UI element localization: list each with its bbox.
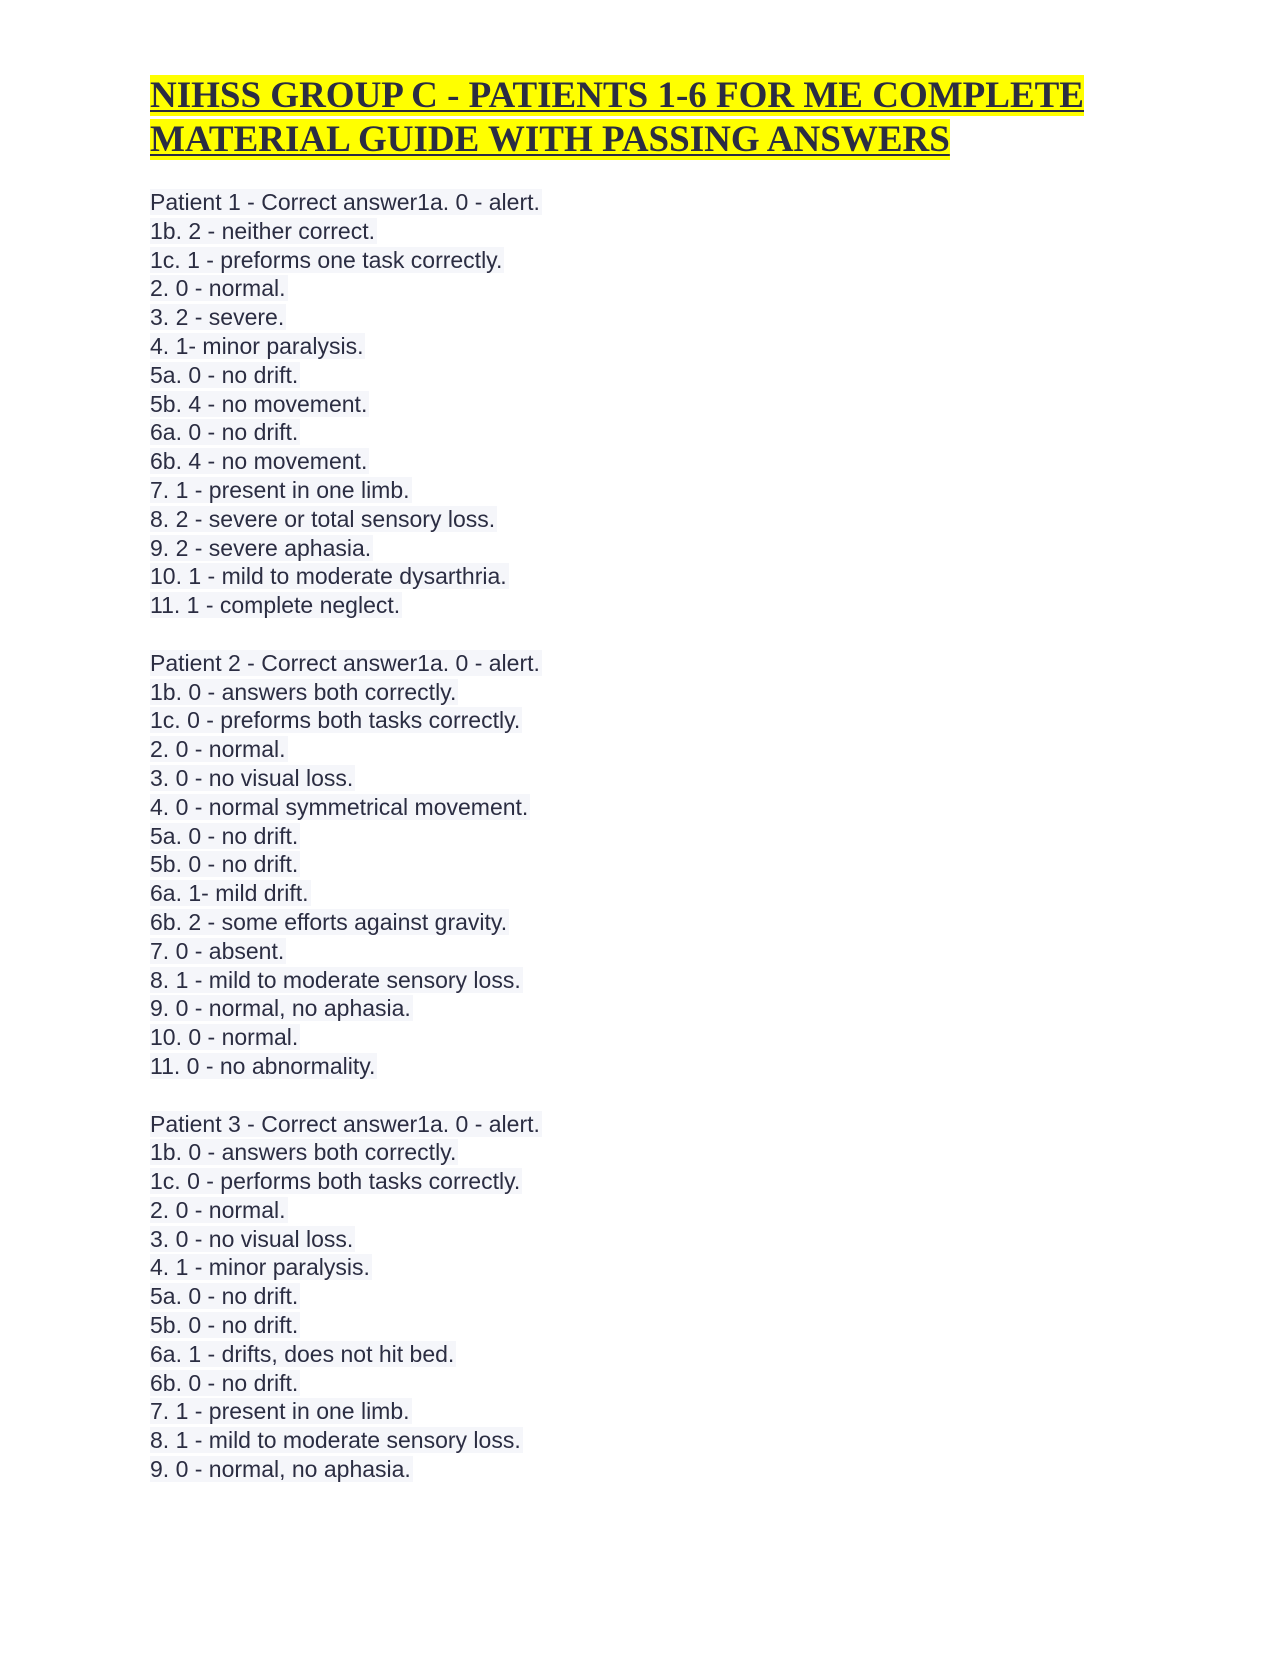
answer-text: 8. 1 - mild to moderate sensory loss. [150, 1427, 521, 1454]
answer-text: 3. 2 - severe. [150, 304, 285, 331]
answer-text: 1c. 0 - preforms both tasks correctly. [150, 707, 521, 734]
answer-line [150, 217, 1150, 246]
answer-line [150, 1426, 1150, 1455]
answer-text: 1b. 0 - answers both correctly. [150, 1139, 457, 1166]
answer-line [150, 678, 1150, 707]
answer-text: 4. 1 - minor paralysis. [150, 1254, 370, 1281]
answer-line [150, 994, 1150, 1023]
answer-text: 6b. 2 - some efforts against gravity. [150, 908, 508, 935]
answer-line [150, 505, 1150, 534]
answer-text: 2. 0 - normal. [150, 275, 286, 302]
answer-line [150, 793, 1150, 822]
answer-text: 7. 1 - present in one limb. [150, 1398, 410, 1425]
answer-text: 6b. 4 - no movement. [150, 448, 368, 475]
answer-line [150, 591, 1150, 620]
answer-text: 5a. 0 - no drift. [150, 822, 299, 849]
answer-line [150, 303, 1150, 332]
answer-line [150, 1253, 1150, 1282]
answer-line [150, 879, 1150, 908]
answer-line [150, 447, 1150, 476]
answer-text: Patient 1 - Correct answer1a. 0 - alert. [150, 189, 540, 215]
answer-text: 10. 0 - normal. [150, 1024, 299, 1051]
answer-text: 3. 0 - no visual loss. [150, 764, 354, 791]
patient-section-1 [150, 188, 1150, 620]
answer-text: 11. 0 - no abnormality. [150, 1052, 376, 1079]
answer-text: 5b. 4 - no movement. [150, 390, 368, 417]
answer-line [150, 966, 1150, 995]
answer-line [150, 476, 1150, 505]
answer-line [150, 562, 1150, 591]
answer-line [150, 649, 1150, 678]
answer-text: 5a. 0 - no drift. [150, 361, 299, 388]
answer-line [150, 1369, 1150, 1398]
answer-text: 4. 1- minor paralysis. [150, 332, 364, 359]
answer-text: 1b. 2 - neither correct. [150, 217, 375, 244]
answer-line [150, 850, 1150, 879]
answer-sections [150, 188, 1150, 1484]
answer-line [150, 1397, 1150, 1426]
answer-text: 6a. 1 - drifts, does not hit bed. [150, 1340, 455, 1367]
answer-text: 10. 1 - mild to moderate dysarthria. [150, 563, 507, 590]
answer-text: Patient 2 - Correct answer1a. 0 - alert. [150, 649, 540, 676]
answer-line [150, 1282, 1150, 1311]
answer-text: 5a. 0 - no drift. [150, 1283, 299, 1310]
answer-line [150, 361, 1150, 390]
document-title [150, 74, 1150, 162]
answer-line [150, 418, 1150, 447]
answer-text: 1b. 0 - answers both correctly. [150, 678, 457, 705]
answer-line [150, 822, 1150, 851]
document-content [150, 74, 1150, 1513]
answer-text: 5b. 0 - no drift. [150, 851, 299, 878]
answer-text: 11. 1 - complete neglect. [150, 592, 401, 619]
answer-line [150, 188, 1150, 217]
answer-line [150, 937, 1150, 966]
answer-text: 6a. 0 - no drift. [150, 419, 299, 446]
answer-text: 5b. 0 - no drift. [150, 1312, 299, 1339]
answer-line [150, 534, 1150, 563]
answer-line [150, 1052, 1150, 1081]
answer-line [150, 735, 1150, 764]
answer-text: 7. 1 - present in one limb. [150, 476, 410, 503]
answer-line [150, 1340, 1150, 1369]
answer-line [150, 246, 1150, 275]
answer-line [150, 390, 1150, 419]
answer-text: 9. 0 - normal, no aphasia. [150, 995, 411, 1022]
patient-section-3 [150, 1110, 1150, 1484]
answer-text: 8. 1 - mild to moderate sensory loss. [150, 966, 521, 993]
answer-line [150, 1167, 1150, 1196]
answer-text: 1c. 1 - preforms one task correctly. [150, 246, 503, 273]
answer-line [150, 1196, 1150, 1225]
answer-text: 4. 0 - normal symmetrical movement. [150, 793, 529, 820]
answer-line [150, 1311, 1150, 1340]
answer-text: 9. 0 - normal, no aphasia. [150, 1456, 411, 1483]
answer-text: Patient 3 - Correct answer1a. 0 - alert. [150, 1110, 540, 1137]
answer-line [150, 1023, 1150, 1052]
answer-text: 7. 0 - absent. [150, 937, 285, 964]
answer-text: 9. 2 - severe aphasia. [150, 534, 372, 561]
patient-section-2 [150, 649, 1150, 1081]
answer-line [150, 908, 1150, 937]
answer-text: 1c. 0 - performs both tasks correctly. [150, 1168, 521, 1195]
answer-text: 6b. 0 - no drift. [150, 1369, 299, 1396]
answer-line [150, 764, 1150, 793]
answer-text: 3. 0 - no visual loss. [150, 1225, 354, 1252]
answer-text: 2. 0 - normal. [150, 736, 286, 763]
answer-text: 8. 2 - severe or total sensory loss. [150, 505, 496, 532]
title-line: NIHSS GROUP C - PATIENTS 1-6 FOR ME COMPLETE [150, 75, 1084, 116]
answer-text: 2. 0 - normal. [150, 1196, 286, 1223]
answer-text: 6a. 1- mild drift. [150, 880, 309, 907]
answer-line [150, 332, 1150, 361]
answer-line [150, 274, 1150, 303]
answer-line [150, 706, 1150, 735]
answer-line [150, 1138, 1150, 1167]
answer-line [150, 1225, 1150, 1254]
answer-line [150, 1110, 1150, 1139]
answer-line [150, 1455, 1150, 1484]
title-line: MATERIAL GUIDE WITH PASSING ANSWERS [150, 119, 950, 160]
